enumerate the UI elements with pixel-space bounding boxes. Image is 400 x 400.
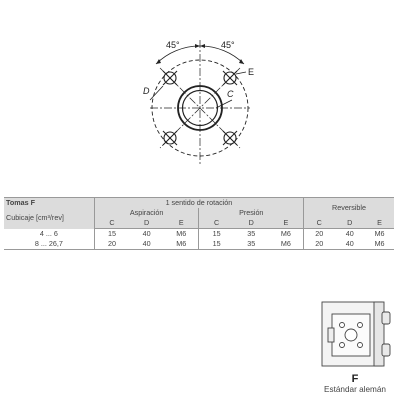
- column-header: E: [269, 218, 304, 229]
- table-cell: M6: [269, 239, 304, 250]
- group-header-reversible: Reversible: [304, 198, 394, 219]
- table-cell: M6: [164, 239, 199, 250]
- sub-header-pressure: Presión: [199, 208, 304, 218]
- table-cell: 20: [304, 229, 335, 240]
- table-cell: 15: [199, 229, 234, 240]
- port-dimensions-table: [4, 197, 394, 250]
- pump-bolt-top: [382, 312, 390, 324]
- column-header: C: [94, 218, 129, 229]
- table-cell: 40: [129, 239, 164, 250]
- dimension-c-label: C: [227, 89, 234, 99]
- column-header: E: [365, 218, 394, 229]
- table-cell: 15: [199, 239, 234, 250]
- column-header: D: [129, 218, 164, 229]
- table-cell: M6: [374, 229, 385, 238]
- table-cell: M6: [176, 229, 187, 238]
- column-header: E: [164, 218, 199, 229]
- table-cell: 40: [334, 239, 365, 250]
- pump-port: [345, 329, 357, 341]
- table-corner-label: Tomas F: [4, 198, 94, 209]
- table-cell: 35: [247, 229, 256, 238]
- row-label-displacement: Cubicaje [cm³/rev]: [4, 208, 94, 229]
- dimension-e-label: E: [248, 67, 255, 77]
- column-header: C: [199, 218, 234, 229]
- variant-letter: F: [351, 373, 359, 385]
- table-cell: 15: [94, 229, 129, 240]
- angle-label-left: 45°: [166, 40, 180, 50]
- column-header: D: [334, 218, 365, 229]
- pump-left-lug: [328, 328, 334, 342]
- table-cell: M6: [365, 239, 394, 250]
- pump-hole: [340, 323, 345, 328]
- pump-hole: [340, 343, 345, 348]
- arrow-right-top: [200, 44, 205, 48]
- arrow-left-top: [195, 44, 200, 48]
- pump-hole: [358, 343, 363, 348]
- table-row: [4, 239, 394, 250]
- group-header-one-direction: 1 sentido de rotación: [94, 198, 303, 209]
- column-header: D: [234, 218, 269, 229]
- table-cell: 40: [345, 229, 354, 238]
- column-header: C: [304, 218, 335, 229]
- row-range: 4 ... 6: [39, 228, 58, 238]
- sub-header-suction: Aspiración: [94, 208, 199, 218]
- flange-drawing: [0, 0, 400, 190]
- pump-hole: [358, 323, 363, 328]
- dimension-c-line: [216, 100, 232, 108]
- table-cell: 20: [94, 239, 129, 250]
- dimension-d-label: D: [143, 86, 150, 96]
- table-cell: 40: [142, 229, 151, 238]
- dimension-e-leader: [236, 72, 246, 74]
- table-cell: M6: [280, 229, 291, 238]
- table-cell: 35: [234, 239, 269, 250]
- table-cell: 20: [304, 239, 335, 250]
- pump-bolt-bottom: [382, 344, 390, 356]
- row-range: 8 ... 26,7: [4, 239, 94, 250]
- table-row: [4, 229, 394, 240]
- pump-flange-icon: [318, 300, 394, 370]
- variant-caption: Estándar alemán: [324, 385, 386, 394]
- table-header-row-1: [4, 198, 394, 209]
- pump-side: [374, 302, 384, 366]
- angle-label-right: 45°: [221, 40, 235, 50]
